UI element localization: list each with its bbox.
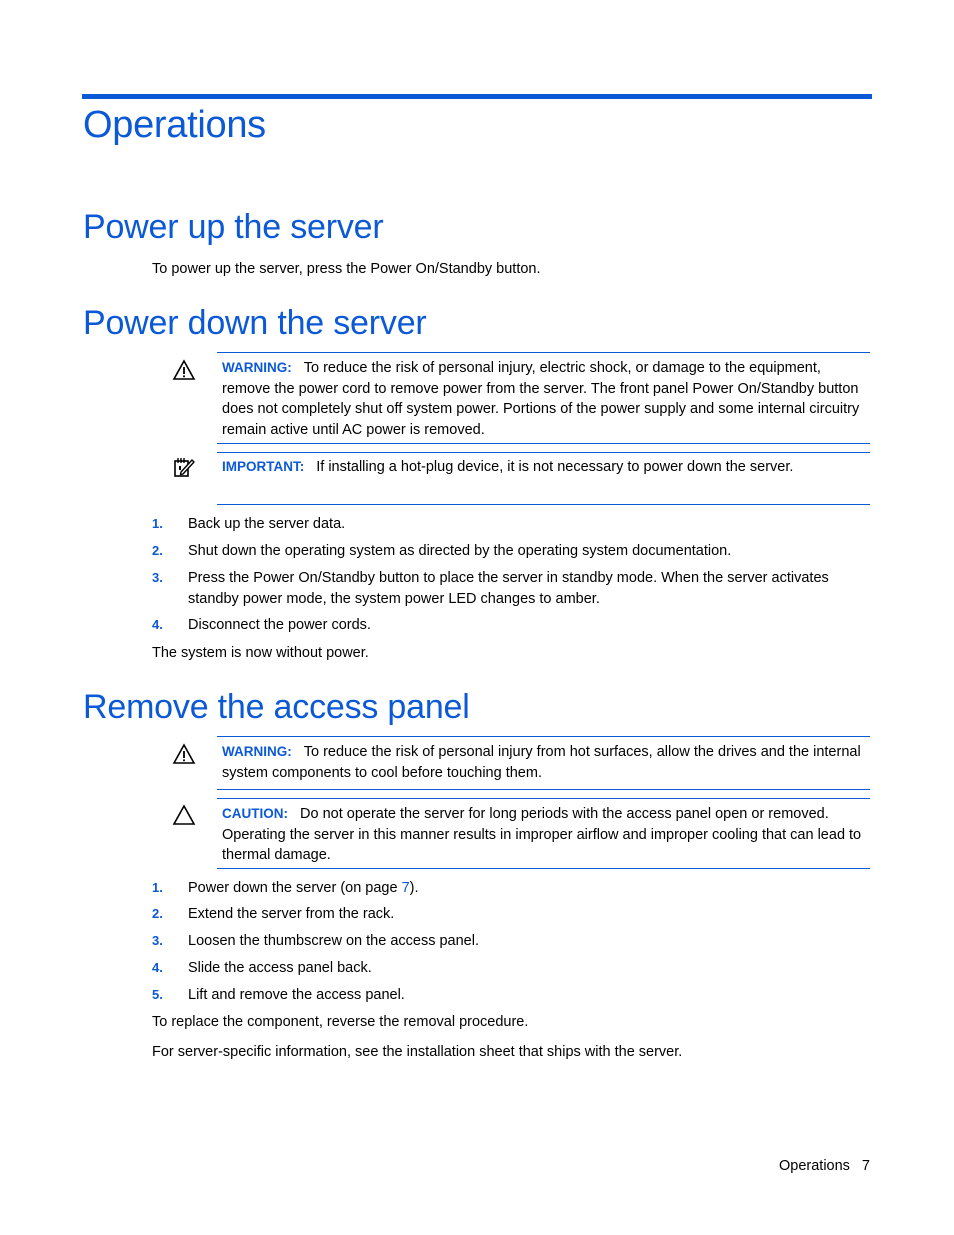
caution-notice bbox=[217, 798, 870, 869]
caution-label: CAUTION: bbox=[222, 806, 288, 821]
server-specific-text: For server-specific information, see the installation sheet that ships with the server. bbox=[152, 1044, 683, 1060]
important-icon bbox=[172, 455, 196, 479]
power-down-after-text: The system is now without power. bbox=[152, 645, 369, 661]
caution-text: Do not operate the server for long periods with the access panel open or removed. Operating the server in this manner results in improper airflow and improper cooling that can lead to thermal damage. bbox=[222, 806, 862, 863]
important-label: IMPORTANT: bbox=[222, 459, 305, 474]
warning-icon bbox=[172, 742, 196, 766]
page-title: Operations bbox=[83, 104, 266, 146]
warning-text: To reduce the risk of personal injury from hot surfaces, allow the drives and the internal system components to cool before touching them. bbox=[222, 744, 861, 781]
warning-text: To reduce the risk of personal injury, electric shock, or damage to the equipment, remove the power cord to remove power from the server. The front panel Power On/Standby button does not completely shut off system power. Portions of the power supply and some internal circuitry remain active until AC power is removed. bbox=[222, 360, 860, 438]
footer-section: Operations bbox=[778, 1158, 850, 1174]
warning-notice-hot-surfaces bbox=[217, 736, 870, 790]
warning-label: WARNING: bbox=[222, 744, 292, 759]
power-up-text: To power up the server, press the Power On/Standby button. bbox=[152, 261, 541, 277]
heading-remove-access-panel: Remove the access panel bbox=[83, 688, 470, 726]
important-notice bbox=[217, 452, 870, 505]
warning-icon bbox=[172, 358, 196, 382]
warning-notice-power-down bbox=[217, 352, 870, 444]
caution-icon bbox=[172, 803, 196, 827]
warning-label: WARNING: bbox=[222, 360, 292, 375]
important-text: If installing a hot-plug device, it is not necessary to power down the server. bbox=[316, 459, 794, 475]
replace-text: To replace the component, reverse the removal procedure. bbox=[152, 1014, 529, 1030]
page-number: 7 bbox=[861, 1158, 870, 1174]
title-rule bbox=[82, 94, 872, 99]
page-footer bbox=[700, 1158, 870, 1174]
heading-power-down: Power down the server bbox=[83, 304, 427, 342]
heading-power-up: Power up the server bbox=[83, 208, 384, 246]
page-link[interactable]: 7 bbox=[401, 880, 410, 896]
